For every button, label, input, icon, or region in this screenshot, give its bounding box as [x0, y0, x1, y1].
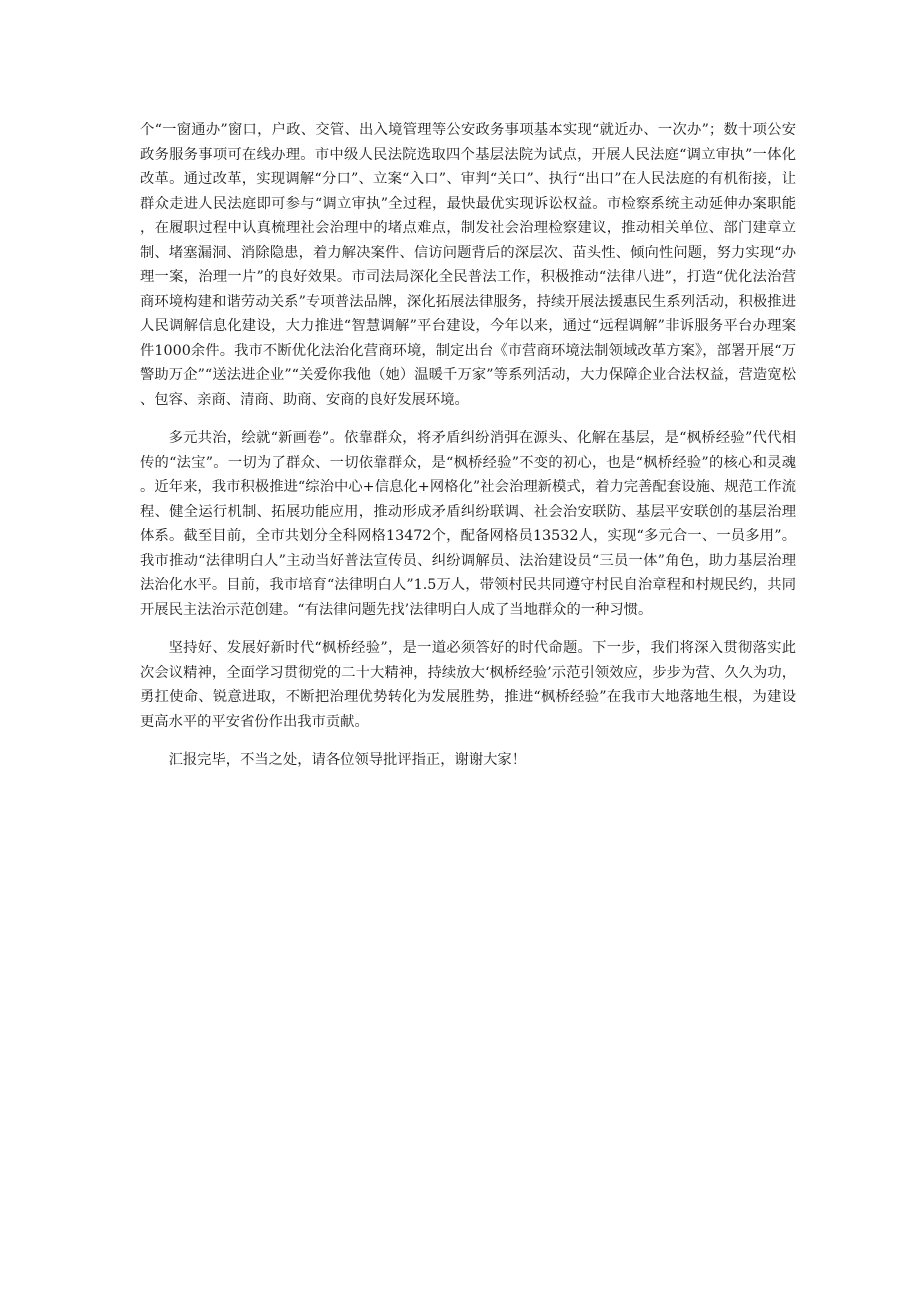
paragraph-next-steps: 坚持好、发展好新时代“枫桥经验”，是一道必须答好的时代命题。下一步，我们将深入贯彻落实此次会议精神，全面学习贯彻党的二十大精神，持续放大‘枫桥经验’示范引领效应，步步为营、久久为功，勇扛使命、锐意进取，不断把治理优势转化为发展胜势，推进“枫桥经验”在我市大地落地生根，为建设更高水平的平安省份作出我市贡献。: [140, 640, 796, 730]
paragraph-closing: 汇报完毕，不当之处，请各位领导批评指正，谢谢大家！: [168, 752, 527, 768]
paragraph-multi-governance: 多元共治，绘就“新画卷”。依靠群众，将矛盾纠纷消弭在源头、化解在基层，是“枫桥经验”代代相传的“法宝”。一切为了群众、一切依靠群众，是“枫桥经验”不变的初心，也是“枫桥经验”的核心和灵魂。近年来，我市积极推进“综治中心+信息化+网格化”社会治理新模式，着力完善配套设施、规范工作流程、健全运行机制、拓展功能应用，推动形成矛盾纠纷联调、社会治安联防、基层平安联创的基层治理体系。截至目前，全市共划分全科网格13472个，配备网格员13532人，实现“多元合一、一员多用”。我市推动“法律明白人”主动当好普法宣传员、纠纷调解员、法治建设员“三员一体”角色，助力基层治理法治化水平。目前，我市培育“法律明白人”1.5万人，带领村民共同遵守村民自治章程和村规民约，共同开展民主法治示范创建。“有法律问题先找’法律明白人成了当地群众的一种习惯。: [140, 430, 796, 618]
paragraph-gap: [140, 734, 796, 748]
paragraph-gap: [140, 412, 796, 426]
paragraph-gap: [140, 622, 796, 636]
document-body: [140, 118, 796, 773]
paragraph-public-security-and-courts: 个“一窗通办”窗口，户政、交管、出入境管理等公安政务事项基本实现“就近办、一次办”；数十项公安政务服务事项可在线办理。市中级人民法院选取四个基层法院为试点，开展人民法庭“调立审执”一体化改革。通过改革，实现调解“分口”、立案“入口”、审判“关口”、执行“出口”在人民法庭的有机衔接，让群众走进人民法庭即可参与“调立审执”全过程，最快最优实现诉讼权益。市检察系统主动延伸办案职能，在履职过程中认真梳理社会治理中的堵点难点，制发社会治理检察建议，推动相关单位、部门建章立制、堵塞漏洞、消除隐患，着力解决案件、信访问题背后的深层次、苗头性、倾向性问题，努力实现“办理一案，治理一片”的良好效果。市司法局深化全民普法工作，积极推动“法律八进”，打造“优化法治营商环境构建和谐劳动关系”专项普法品牌，深化拓展法律服务，持续开展法援惠民生系列活动，积极推进人民调解信息化建设，大力推进“智慧调解”平台建设，今年以来，通过“远程调解”非诉服务平台办理案件1000余件。我市不断优化法治化营商环境，制定出台《市营商环境法制领域改革方案》，部署开展“万警助万企”“送法进企业”“关爱你我他（她）温暖千万家”等系列活动，大力保障企业合法权益，营造宽松、包容、亲商、清商、助商、安商的良好发展环境。: [140, 122, 796, 408]
